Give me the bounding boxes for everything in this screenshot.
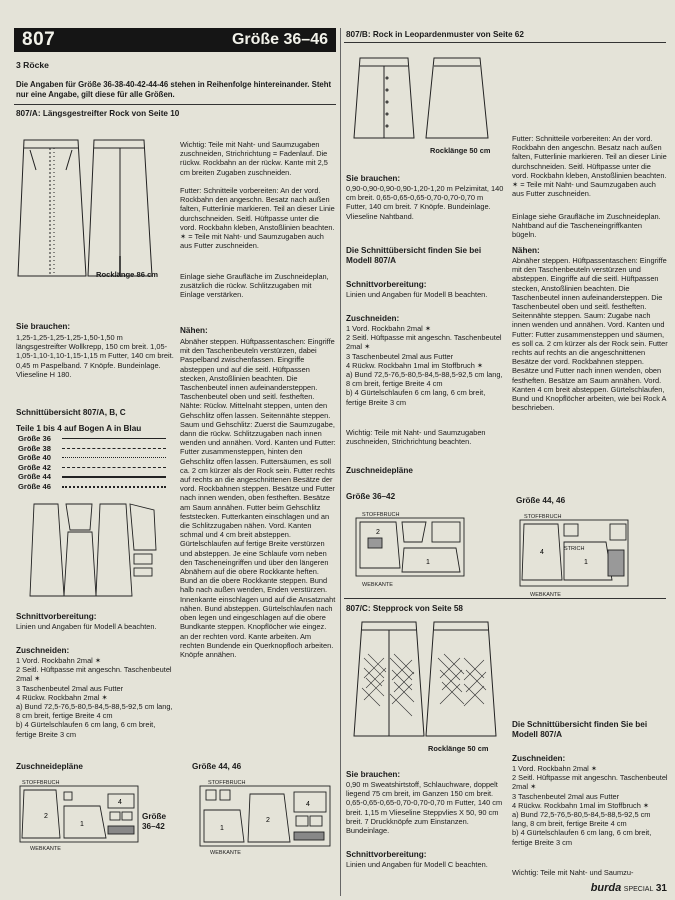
- b-cut-list: [346, 324, 506, 407]
- model-c-title: 807/C: Stepprock von Seite 58: [346, 604, 463, 613]
- svg-text:2: 2: [376, 529, 380, 536]
- stoffbruch-label: STOFFBRUCH: [208, 780, 246, 786]
- list-item: a) Bund 72,5-76,5-80,5-84,5-88,5-92,5 cm lang, 8 cm breit, fertige Breite 4 cm: [16, 702, 173, 721]
- list-item: 2 Seitl. Hüftpasse mit angeschn. Taschenbeutel 2mal ✶: [16, 665, 172, 684]
- list-item: 3 Taschenbeutel 2mal aus Futter: [16, 683, 124, 693]
- cutting-plan-a1: [20, 786, 140, 846]
- skirt-b-length: Rocklänge 50 cm: [430, 146, 491, 155]
- pattern-number: 807: [22, 29, 56, 50]
- svg-text:2: 2: [44, 813, 48, 820]
- svg-text:4: 4: [118, 799, 122, 806]
- webkante-label: WEBKANTE: [362, 582, 393, 588]
- a-interfacing: Einlage siehe Graufläche im Zuschneideplan, zusätzlich die rückw. Schlitzzugaben mit Einlage verstärken.: [180, 272, 329, 300]
- size-label: Größe 44: [18, 472, 51, 482]
- model-a-title: 807/A: Längsgestreifter Rock von Seite 10: [16, 109, 180, 118]
- a-lining-prep: Futter: Schnitteile vorbereiten: An der vord. Rockbahn den angeschn. Besatz nach außen falten, Futterlinie markieren. Teil an dieser Linie durchschneiden. Seitl. Hüftpasse unter die vord. Rockbahn kleben, Anstoßlinien beachten. ✶ = Teile mit Naht- und Saumzugaben auch aus Futter zuschneiden.: [180, 186, 335, 251]
- size-legend: [18, 434, 166, 492]
- list-item: a) Bund 72,5-76,5-80,5-84,5-88,5-92,5 cm lang, 8 cm breit, fertige Breite 4 cm: [346, 370, 503, 389]
- list-item: b) 4 Gürtelschlaufen 6 cm lang, 6 cm breit, fertige Breite 3 cm: [346, 388, 486, 407]
- b-important: Wichtig: Teile mit Naht- und Saumzugaben zuschneiden, Strichrichtung beachten.: [346, 428, 486, 447]
- header-bar: [14, 28, 336, 52]
- skirt-a-length: Rocklänge 86 cm: [96, 270, 159, 279]
- svg-text:2: 2: [266, 817, 270, 824]
- a-plans-title: Zuschneidepläne: [16, 762, 83, 771]
- page-number: 31: [655, 883, 667, 894]
- a-sew-title: Nähen:: [180, 326, 208, 335]
- size-label: Größe 42: [18, 462, 51, 472]
- intro-text: Die Angaben für Größe 36-38-40-42-44-46 stehen in Reihenfolge hintereinander. Steht nur eine Angabe, gilt diese für alle Größen.: [16, 80, 332, 99]
- strich-label: STRICH: [564, 546, 585, 552]
- b-prep: Linien und Angaben für Modell B beachten.: [346, 290, 488, 299]
- c-overview-note: Die Schnittübersicht finden Sie bei Modell 807/A: [512, 720, 648, 739]
- svg-text:1: 1: [80, 821, 84, 828]
- c-cut-title: Zuschneiden:: [512, 754, 566, 763]
- b-lining-prep: Futter: Schnitteile vorbereiten: An der vord. Rockbahn den angeschn. Besatz nach außen falten, Futterlinie markieren. Teil an dieser Linie durchschneiden. Seitl. Hüftpasse unter die vord. Rockbahn kleben, Anstoßlinien beachten. ✶ = Teile mit Naht- und Saumzugaben auch aus Futter zuschneiden.: [512, 134, 667, 199]
- list-item: 4 Rückw. Rockbahn 2mal ✶: [16, 692, 108, 702]
- a-plan2-label: Größe 44, 46: [192, 762, 242, 771]
- intro-title: 3 Röcke: [16, 60, 49, 70]
- webkante-label: WEBKANTE: [210, 850, 241, 856]
- brand-logo: burda: [590, 882, 622, 894]
- cutting-plan-b2: [520, 520, 632, 590]
- c-prep: Linien und Angaben für Modell C beachten.: [346, 860, 488, 869]
- size-range: Größe 36–46: [231, 31, 328, 48]
- overview-title: Schnittübersicht 807/A, B, C: [16, 408, 126, 417]
- a-needs: 1,25-1,25-1,25-1,25-1,50-1,50 m längsgestreifter Wollkrepp, 150 cm breit. 1,05-1,05-1,10-1,10-1,15-1,15 m Futter, 140 cm breit. 0,45 m Paspelband. 7 Knöpfe. Bundeinlage. Vlieseline H 180.: [16, 333, 174, 379]
- divider: [14, 104, 336, 105]
- pattern-overview-drawing: [30, 500, 160, 600]
- webkante-label: WEBKANTE: [30, 846, 61, 852]
- model-b-title: 807/B: Rock in Leopardenmuster von Seite 62: [346, 30, 524, 39]
- b-needs-title: Sie brauchen:: [346, 174, 401, 183]
- b-cut-title: Zuschneiden:: [346, 314, 400, 323]
- a-cut-list: [16, 656, 174, 739]
- b-plan1-label: Größe 36–42: [346, 492, 396, 501]
- b-prep-title: Schnittvorbereitung:: [346, 280, 427, 289]
- c-needs-title: Sie brauchen:: [346, 770, 401, 779]
- divider: [344, 598, 666, 599]
- list-item: 1 Vord. Rockbahn 2mal ✶: [512, 764, 598, 773]
- list-item: 2 Seitl. Hüftpasse mit angeschn. Taschenbeutel 2mal ✶: [512, 773, 668, 792]
- a-important: Wichtig: Teile mit Naht- und Saumzugaben zuschneiden, Strichrichtung = Fadenlauf. Die rückw. Rockbahn an der rückw. Kante mit 2,5 cm breiten Zugaben zuschneiden.: [180, 140, 328, 177]
- c-needs: 0,90 m Sweatshirtstoff, Schlauchware, doppelt liegend 75 cm breit, im Ganzen 150 cm breit. 0,65-0,65-0,65-0,70-0,70-0,70 m Futter, 140 cm breit. 1,15 m Vlieseline Steppvlies X 50, 90 cm breit. 7 Druckknöpfe zum Einstanzen. Bundeinlage.: [346, 780, 503, 836]
- c-cut-list: [512, 764, 668, 847]
- skirt-c-length: Rocklänge 50 cm: [428, 744, 489, 753]
- svg-text:1: 1: [426, 559, 430, 566]
- stoffbruch-label: STOFFBRUCH: [524, 514, 562, 520]
- size-label: Größe 46: [18, 481, 51, 491]
- webkante-label: WEBKANTE: [530, 592, 561, 598]
- a-prep-title: Schnittvorbereitung:: [16, 612, 97, 621]
- svg-text:1: 1: [584, 559, 588, 566]
- brand-special: SPECIAL: [623, 886, 654, 893]
- c-prep-title: Schnittvorbereitung:: [346, 850, 427, 859]
- list-item: 1 Vord. Rockbahn 2mal ✶: [346, 324, 432, 333]
- page-footer: [591, 882, 667, 894]
- list-item: 2 Seitl. Hüftpasse mit angeschn. Taschenbeutel 2mal ✶: [346, 333, 502, 352]
- list-item: 3 Taschenbeutel 2mal aus Futter: [512, 791, 620, 801]
- a-cut-title: Zuschneiden:: [16, 646, 70, 655]
- list-item: b) 4 Gürtelschlaufen 6 cm lang, 6 cm breit, fertige Breite 3 cm: [16, 720, 156, 739]
- b-interfacing: Einlage siehe Graufläche im Zuschneideplan. Nahtband auf die Tascheneingriffkanten bügeln.: [512, 212, 661, 240]
- skirt-b-drawing: [354, 54, 494, 144]
- a-sew: Abnäher steppen. Hüftpassentaschen: Eingriffe mit den Taschenbeuteln verstürzen, dabei Paspelband zwischenfassen. Eingriffe absteppen und auf die seitl. Hüftpassen stecken, Anstoßlinien beachten. Die Taschenbeutel innen aufeinandersteppen. Taschenbeutel oben und seitl. festheften. Nähte: Rückw. Mittelnaht steppen, unten den Gehschlitz offen lassen. Seitennähte steppen. Saum und Gehschlitz: Zuerst die Saumzugabe, dann die rückw. Schlitzzugaben nach innen wenden und annähen. Vord. Kanten und Futter: Futter zusammensteppen, hinten den Gehschlitz offen lassen. Futtersäumen, es soll ca. 2 cm kürzer als der Rock sein. Futter rechts auf rechts an die angeschnittenen Besätze der vord. Rockbahnen steppen. Besätze und Futter nach innen wenden, oben festheften. Besätze am Saum annähen. Futter beim Gehschlitz feststecken. Futterkanten einschlagen und an die Schlitzzugaben nähen. Vord. Kanten schmal und 4 cm breit absteppen. Gürtelschlaufen auf fertige Breite verstürzen und absteppen. Je eine Schlaufe vorn neben den Tascheneingriffen und über den längeren Abnähern auf die obere Rockkante heften. Bund an die obere Rockkante steppen. Bund halb nach außen wenden, Enden verstürzen. Innenkante einschlagen und auf die Ansatznaht nähen. Bund absteppen. Gürtelschlaufen nach oben legen und eingeschlagen auf die obere Bundkante steppen. Knopflöcher wie eingez. an der rechten vord. Kante arbeiten. Am rechten Bundende ein Querknopfloch arbeiten. Knöpfe annähen.: [180, 337, 336, 659]
- a-needs-title: Sie brauchen:: [16, 322, 71, 331]
- stoffbruch-label: STOFFBRUCH: [362, 512, 400, 518]
- skirt-c-drawing: [354, 618, 504, 742]
- b-sew-title: Nähen:: [512, 246, 540, 255]
- divider: [344, 42, 666, 43]
- a-prep: Linien und Angaben für Modell A beachten.: [16, 622, 157, 631]
- size-label: Größe 38: [18, 443, 51, 453]
- list-item: 1 Vord. Rockbahn 2mal ✶: [16, 656, 102, 665]
- stoffbruch-label: STOFFBRUCH: [22, 780, 60, 786]
- svg-text:4: 4: [306, 801, 310, 808]
- size-label: Größe 36: [18, 434, 51, 443]
- list-item: 4 Rückw. Rockbahn 1mal im Stoffbruch ✶: [512, 800, 650, 810]
- svg-text:1: 1: [220, 825, 224, 832]
- b-plans-title: Zuschneidepläne: [346, 466, 413, 475]
- cutting-plan-b1: [356, 518, 466, 580]
- overview-sub: Teile 1 bis 4 auf Bogen A in Blau: [16, 424, 142, 433]
- b-needs: 0,90-0,90-0,90-0,90-1,20-1,20 m Pelzimitat, 140 cm breit. 0,65-0,65-0,65-0,70-0,70-0,70 m Futter, 140 cm breit. 7 Knöpfe. Bundeinlage. Vlieseline Nahtband.: [346, 184, 504, 221]
- skirt-a-drawing: [16, 136, 166, 286]
- list-item: 4 Rückw. Rockbahn 1mal im Stoffbruch ✶: [346, 360, 484, 370]
- size-label: Größe 40: [18, 453, 51, 463]
- c-important: Wichtig: Teile mit Naht- und Saumzu-: [512, 868, 634, 877]
- list-item: a) Bund 72,5-76,5-80,5-84,5-88,5-92,5 cm lang, 8 cm breit, fertige Breite 4 cm: [512, 810, 651, 829]
- a-plan1-label: Größe 36–42: [142, 812, 167, 831]
- svg-text:4: 4: [540, 549, 544, 556]
- cutting-plan-a2: [200, 786, 332, 850]
- list-item: 3 Taschenbeutel 2mal aus Futter: [346, 351, 454, 361]
- b-sew: Abnäher steppen. Hüftpassentaschen: Eingriffe mit den Taschenbeuteln verstürzen und absteppen. Eingriffe auf die seitl. Hüftpassen stecken, Anstoßlinien beachten. Die Taschenbeutel innen aufeinandersteppen. Die Taschenbeutel oben und seitl. festheften. Seitennähte steppen. Saum: Zugabe nach innen wenden und annähen. Vord. Kanten und Futter: Futter zusammensteppen und säumen, es soll ca. 2 cm kürzer als der Rock sein. Futter rechts auf rechts an die angeschnittenen Besätze der vord. Rockbahnen steppen. Besätze und Futter nach innen wenden, oben festheften. Besätze am Saum annähen. Vord. Kanten 4 cm breit absteppen. Gürtelschlaufen, Bund und Knopflöcher arbeiten, wie bei Rock A beschrieben.: [512, 256, 668, 413]
- list-item: b) 4 Gürtelschlaufen 6 cm lang, 6 cm breit, fertige Breite 3 cm: [512, 828, 652, 847]
- column-divider: [340, 28, 341, 896]
- b-overview-note: Die Schnittübersicht finden Sie bei Modell 807/A: [346, 246, 482, 265]
- b-plan2-label: Größe 44, 46: [516, 496, 566, 505]
